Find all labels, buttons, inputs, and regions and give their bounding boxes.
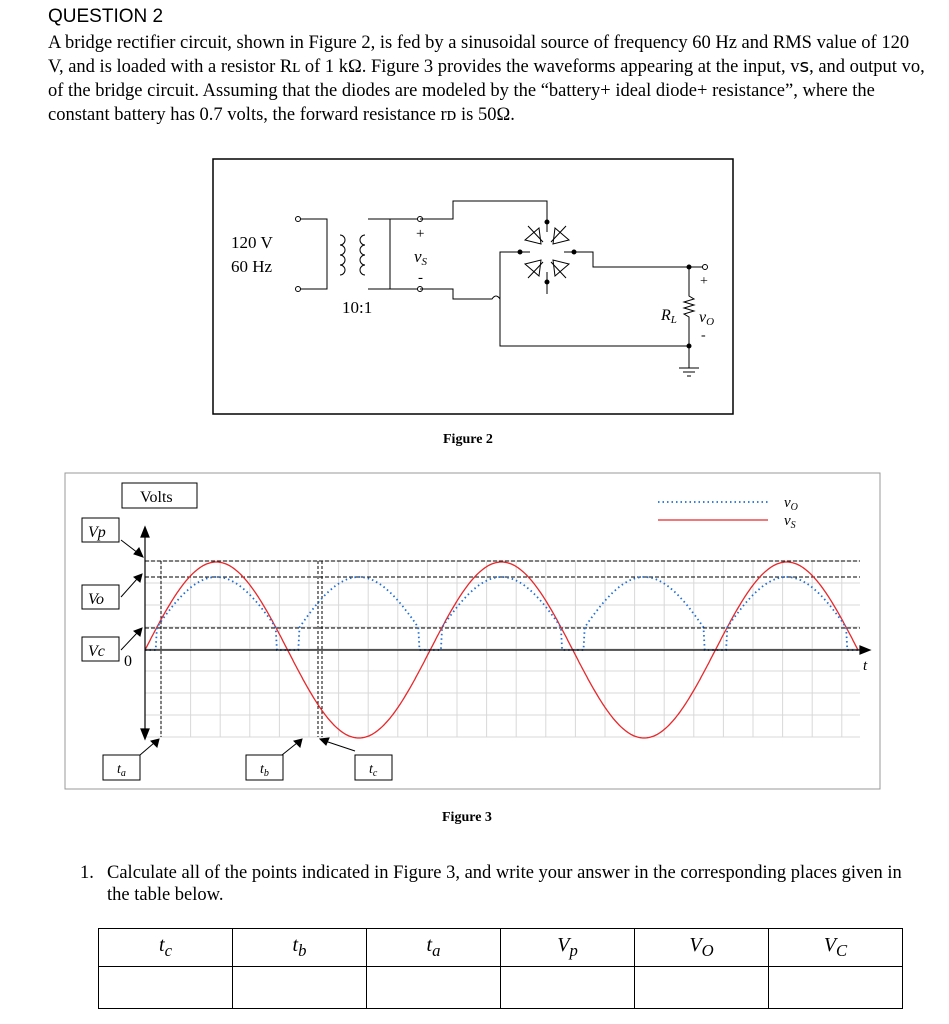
tc-label: $t_c$ xyxy=(369,762,378,779)
question-title: QUESTION 2 xyxy=(48,6,164,27)
answer-cell-vo[interactable] xyxy=(635,967,769,1009)
x-axis-arrow xyxy=(860,646,870,654)
vc-label: Vc xyxy=(88,643,105,660)
ta-label: $t_a$ xyxy=(117,762,126,779)
header-vo: $V_O$ xyxy=(635,929,769,967)
figure-2-caption: Figure 2 xyxy=(443,432,493,447)
legend-vo-label: $v_O$ xyxy=(784,495,798,513)
legend-vs-label: $v_S$ xyxy=(784,513,796,531)
chart-axes xyxy=(141,527,870,739)
vs-minus: - xyxy=(418,270,423,286)
question-number: 1. xyxy=(80,863,94,883)
answer-cell-tb[interactable] xyxy=(233,967,367,1009)
volts-label: Volts xyxy=(140,489,173,506)
vs-plus: + xyxy=(416,226,425,242)
legend xyxy=(658,495,798,531)
answer-cell-vc[interactable] xyxy=(769,967,903,1009)
zero-label: 0 xyxy=(124,653,132,670)
answer-table xyxy=(98,928,903,1009)
figure-3-caption: Figure 3 xyxy=(442,810,492,825)
vo-minus: - xyxy=(701,328,706,343)
vs-label: vS xyxy=(414,247,428,268)
rl-label: RL xyxy=(661,307,677,326)
header-ta: $t_a$ xyxy=(367,929,501,967)
answer-cell-tc[interactable] xyxy=(99,967,233,1009)
header-tc: $t_c$ xyxy=(99,929,233,967)
vo-label: Vo xyxy=(88,591,104,608)
source-frequency-label: 60 Hz xyxy=(231,257,273,276)
question-text: Calculate all of the points indicated in Figure 3, and write your answer in the corresponding places given in the table below. xyxy=(107,863,902,905)
header-vc: $V_C$ xyxy=(769,929,903,967)
header-vp: $V_p$ xyxy=(501,929,635,967)
vo-label: vO xyxy=(699,309,715,328)
answer-cell-vp[interactable] xyxy=(501,967,635,1009)
tb-label: $t_b$ xyxy=(260,762,269,779)
answer-cell-ta[interactable] xyxy=(367,967,501,1009)
source-voltage-label: 120 V xyxy=(231,233,273,252)
turns-ratio-label: 10:1 xyxy=(342,298,373,317)
y-axis-arrow-up xyxy=(141,527,149,537)
vp-label: Vp xyxy=(88,524,106,541)
t-axis-label: t xyxy=(863,658,868,674)
header-tb: $t_b$ xyxy=(233,929,367,967)
vo-plus: + xyxy=(700,274,708,289)
question-body: A bridge rectifier circuit, shown in Figure 2, is fed by a sinusoidal source of frequency 60 Hz and RMS value of 120 V, and is loaded with a resistor Rʟ of 1 kΩ. Figure 3 provides the waveforms appearing at the input, vꜱ, and output vᴏ, of the bridge circuit. Assuming that the diodes are modeled by the “battery+ ideal diode+ resistance”, where the constant battery has 0.7 volts, the forward resistance rᴅ is 50Ω. xyxy=(48,33,925,125)
